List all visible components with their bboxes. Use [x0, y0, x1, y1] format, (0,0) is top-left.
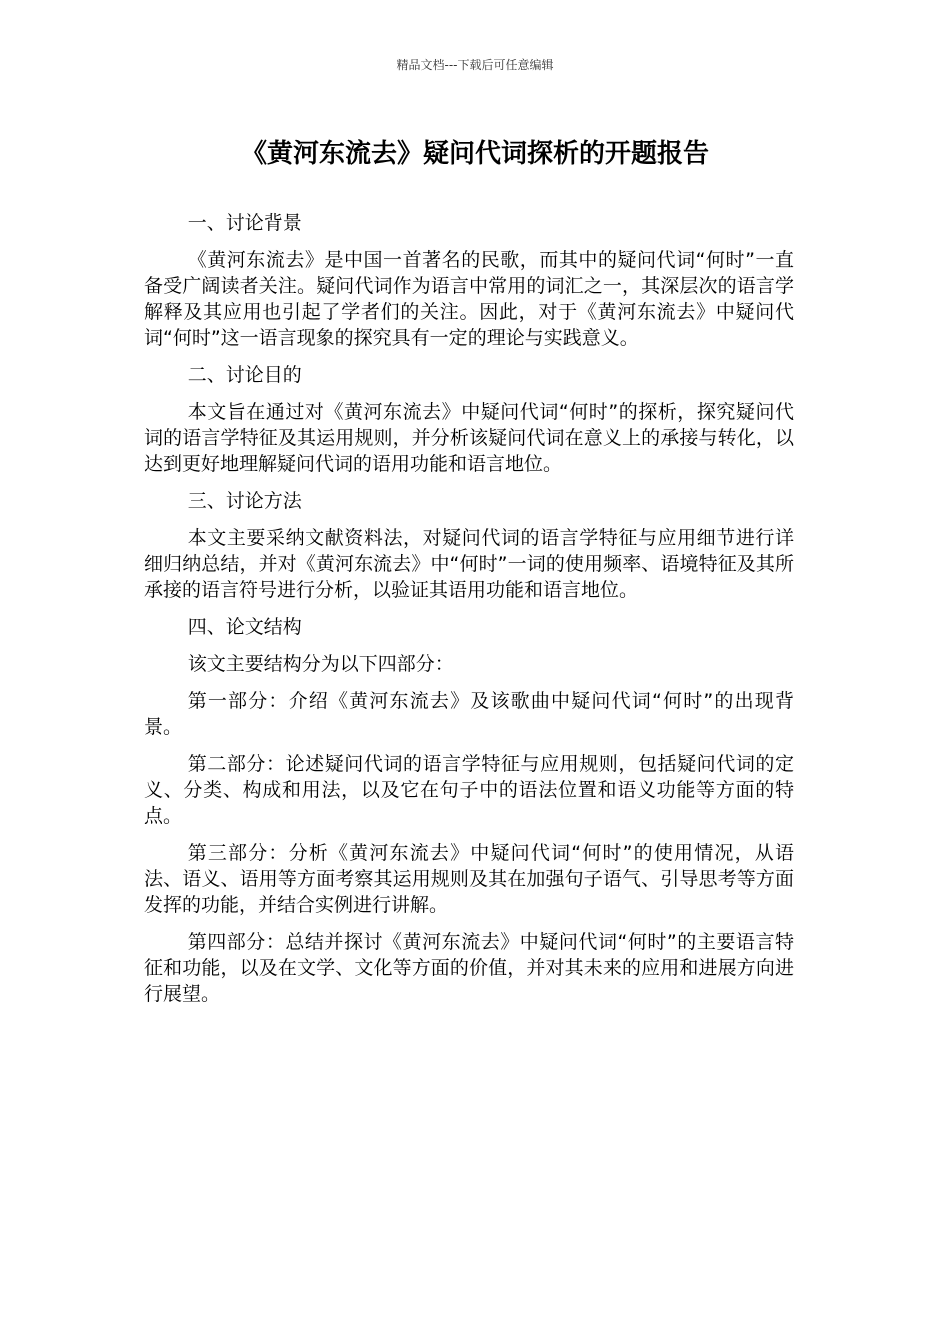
header-note: 精品文档---下载后可任意编辑	[396, 58, 554, 72]
document-title: 《黄河东流去》疑问代词探析的开题报告	[240, 139, 709, 169]
document-body	[144, 210, 794, 1018]
paragraph-purpose: 本文旨在通过对《黄河东流去》中疑问代词“何时”的探析，探究疑问代词的语言学特征及其运用规则，并分析该疑问代词在意义上的承接与转化，以达到更好地理解疑问代词的语用功能和语言地位。	[144, 401, 794, 475]
section-heading-method: 三、讨论方法	[187, 490, 302, 512]
section-heading-background: 一、讨论背景	[187, 212, 302, 234]
paragraph-method: 本文主要采纳文献资料法，对疑问代词的语言学特征与应用细节进行详细归纳总结，并对《黄河东流去》中“何时”一词的使用频率、语境特征及其所承接的语言符号进行分析，以验证其语用功能和语言地位。	[144, 527, 794, 601]
section-heading-purpose: 二、讨论目的	[187, 364, 302, 386]
section-heading-structure: 四、论文结构	[187, 616, 302, 638]
paragraph-part-two: 第二部分：论述疑问代词的语言学特征与应用规则，包括疑问代词的定义、分类、构成和用法，以及它在句子中的语法位置和语义功能等方面的特点。	[144, 753, 794, 827]
paragraph-part-four: 第四部分：总结并探讨《黄河东流去》中疑问代词“何时”的主要语言特征和功能，以及在文学、文化等方面的价值，并对其未来的应用和进展方向进行展望。	[144, 931, 794, 1005]
paragraph-part-one: 第一部分：介绍《黄河东流去》及该歌曲中疑问代词“何时”的出现背景。	[144, 690, 794, 738]
paragraph-background: 《黄河东流去》是中国一首著名的民歌，而其中的疑问代词“何时”一直备受广阔读者关注。疑问代词作为语言中常用的词汇之一，其深层次的语言学解释及其应用也引起了学者们的关注。因此，对于《黄河东流去》中疑问代词“何时”这一语言现象的探究具有一定的理论与实践意义。	[144, 249, 794, 349]
paragraph-part-three: 第三部分：分析《黄河东流去》中疑问代词“何时”的使用情况，从语法、语义、语用等方面考察其运用规则及其在加强句子语气、引导思考等方面发挥的功能，并结合实例进行讲解。	[144, 842, 794, 916]
paragraph-structure-intro: 该文主要结构分为以下四部分：	[187, 653, 454, 675]
